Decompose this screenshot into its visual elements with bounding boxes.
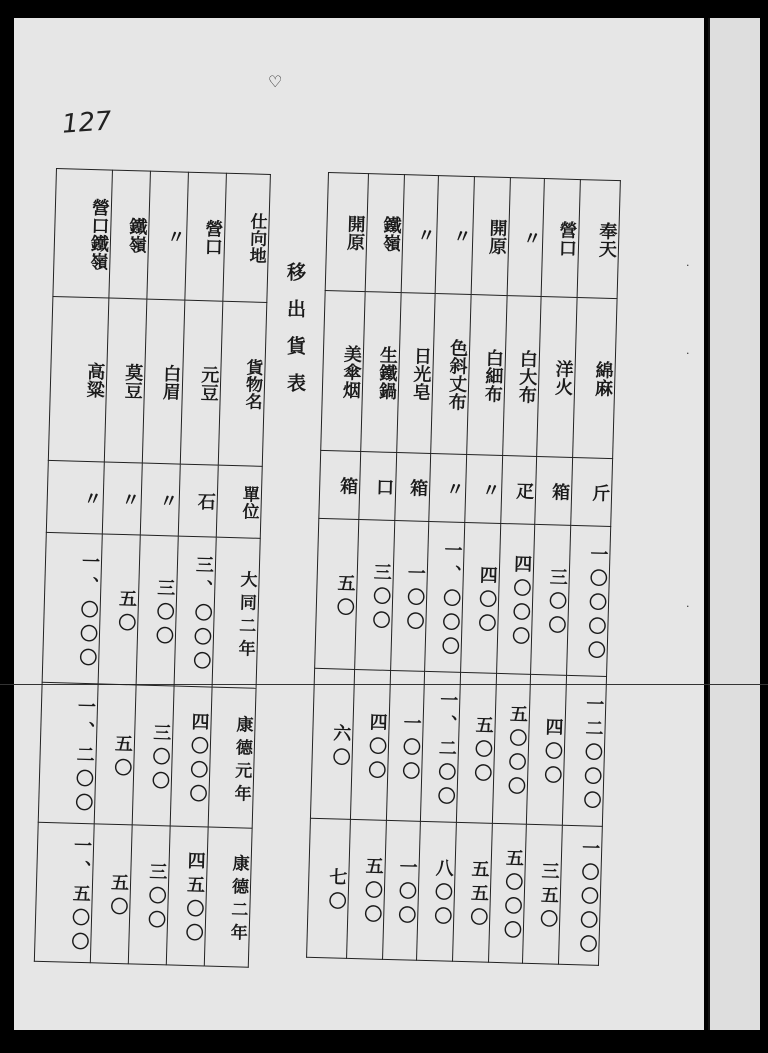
- table-row: [48, 296, 266, 466]
- table-cell: 四〇〇〇: [497, 523, 535, 674]
- table-cell: 開原: [471, 177, 510, 296]
- header-cell: 貨物名: [218, 301, 267, 466]
- header-cell: 單位: [216, 465, 262, 538]
- table-cell: 箱: [395, 453, 431, 522]
- table-cell: 五〇〇: [456, 672, 496, 823]
- table-cell: 五〇〇〇: [488, 823, 526, 963]
- header-cell: 康德元年: [208, 687, 256, 828]
- table-cell: 〃: [429, 453, 467, 522]
- table-cell: 石: [178, 464, 218, 537]
- table-cell: 洋火: [537, 296, 577, 457]
- table-cell: 七〇: [307, 818, 351, 958]
- table-cell: 一〇〇〇〇: [558, 825, 602, 965]
- adjacent-page-strip: [710, 18, 760, 1030]
- table-cell: 日光皂: [397, 293, 435, 454]
- table-row: [321, 290, 617, 458]
- table-row: [46, 460, 262, 538]
- table-row: [310, 668, 606, 826]
- table-cell: 一〇〇: [391, 521, 429, 672]
- table-cell: 美傘烟: [321, 290, 365, 451]
- table-cell: 六〇: [310, 668, 354, 819]
- table-cell: 五〇〇〇: [492, 673, 530, 824]
- table-cell: 〃: [140, 463, 180, 536]
- table-cell: 一、〇〇〇: [425, 521, 465, 672]
- table-row: [34, 822, 252, 967]
- table-cell: 色斜丈布: [431, 294, 471, 455]
- table-cell: 五〇: [315, 518, 359, 669]
- table-cell: 一〇〇〇〇: [567, 525, 611, 676]
- table-cell: 奉天: [577, 180, 620, 299]
- left-export-table: [34, 168, 271, 968]
- table-row: [315, 518, 611, 676]
- table-cell: 四〇〇: [350, 669, 390, 820]
- table-cell: 高粱: [48, 296, 109, 461]
- table-cell: 五〇: [90, 824, 132, 964]
- table-cell: 三〇〇: [128, 825, 170, 965]
- table-cell: 三〇〇: [136, 535, 178, 686]
- top-mark: ♡: [268, 72, 283, 91]
- table-cell: 口: [359, 452, 397, 521]
- table-cell: 一〇〇: [383, 820, 421, 960]
- table-row: [42, 532, 260, 688]
- table-row: [53, 169, 270, 303]
- table-cell: 五〇: [98, 534, 140, 685]
- table-cell: 一、五〇〇: [34, 822, 94, 963]
- table-cell: 八〇〇: [417, 821, 457, 961]
- table-cell: 營口鐵嶺: [53, 169, 113, 299]
- table-cell: 白眉: [142, 299, 185, 464]
- table-cell: 〃: [46, 460, 104, 534]
- table-cell: 一、二〇〇: [38, 682, 98, 824]
- table-cell: 一二〇〇〇: [562, 675, 606, 826]
- table-cell: 〃: [435, 176, 474, 295]
- table-cell: 莫豆: [104, 298, 147, 463]
- table-cell: 箱: [535, 456, 573, 525]
- table-cell: 一〇〇: [386, 670, 424, 821]
- header-cell: 仕向地: [223, 173, 271, 302]
- table-cell: 五〇: [94, 684, 136, 825]
- table-cell: 鐵嶺: [365, 174, 404, 293]
- table-cell: 四〇〇: [461, 522, 501, 673]
- page-number: 127: [61, 106, 113, 140]
- margin-specks: · · ·: [686, 259, 690, 613]
- right-export-table: [306, 172, 621, 966]
- table-title: 移出貨表: [284, 262, 306, 410]
- table-cell: 三〇〇: [531, 524, 571, 675]
- table-row: [325, 173, 620, 299]
- table-cell: 〃: [102, 462, 142, 535]
- table-row: [38, 682, 256, 828]
- table-cell: 箱: [319, 450, 361, 519]
- table-row: [319, 450, 613, 526]
- table-cell: 綿麻: [573, 298, 617, 459]
- table-cell: 三〇〇: [132, 685, 174, 826]
- table-cell: 營口: [185, 172, 227, 301]
- table-cell: 五五〇: [453, 822, 493, 962]
- table-cell: 斤: [571, 457, 613, 526]
- header-cell: 康德二年: [204, 827, 252, 967]
- table-cell: 一、二〇〇: [420, 671, 460, 822]
- table-row: [307, 818, 603, 965]
- table-cell: 疋: [501, 455, 537, 524]
- table-cell: 鐵嶺: [109, 170, 151, 299]
- table-cell: 開原: [325, 173, 368, 292]
- table-cell: 白細布: [467, 295, 507, 456]
- table-cell: 三五〇: [522, 824, 562, 964]
- table-cell: 元豆: [180, 300, 223, 465]
- table-cell: 四〇〇〇: [170, 686, 212, 827]
- table-cell: 白大布: [503, 296, 541, 457]
- table-cell: 營口: [541, 179, 580, 298]
- table-cell: 五〇〇: [347, 819, 387, 959]
- table-cell: 一、〇〇〇: [42, 532, 102, 684]
- table-cell: 生鐵鍋: [361, 292, 401, 453]
- table-cell: 三、〇〇〇: [174, 536, 216, 687]
- table-cell: 三〇〇: [355, 519, 395, 670]
- table-cell: 四〇〇: [526, 674, 566, 825]
- table-cell: 〃: [465, 454, 503, 523]
- table-cell: 〃: [147, 171, 189, 300]
- table-cell: 〃: [507, 178, 544, 297]
- table-cell: 〃: [401, 175, 438, 294]
- header-cell: 大同二年: [212, 537, 260, 688]
- table-cell: 四五〇〇: [166, 826, 208, 966]
